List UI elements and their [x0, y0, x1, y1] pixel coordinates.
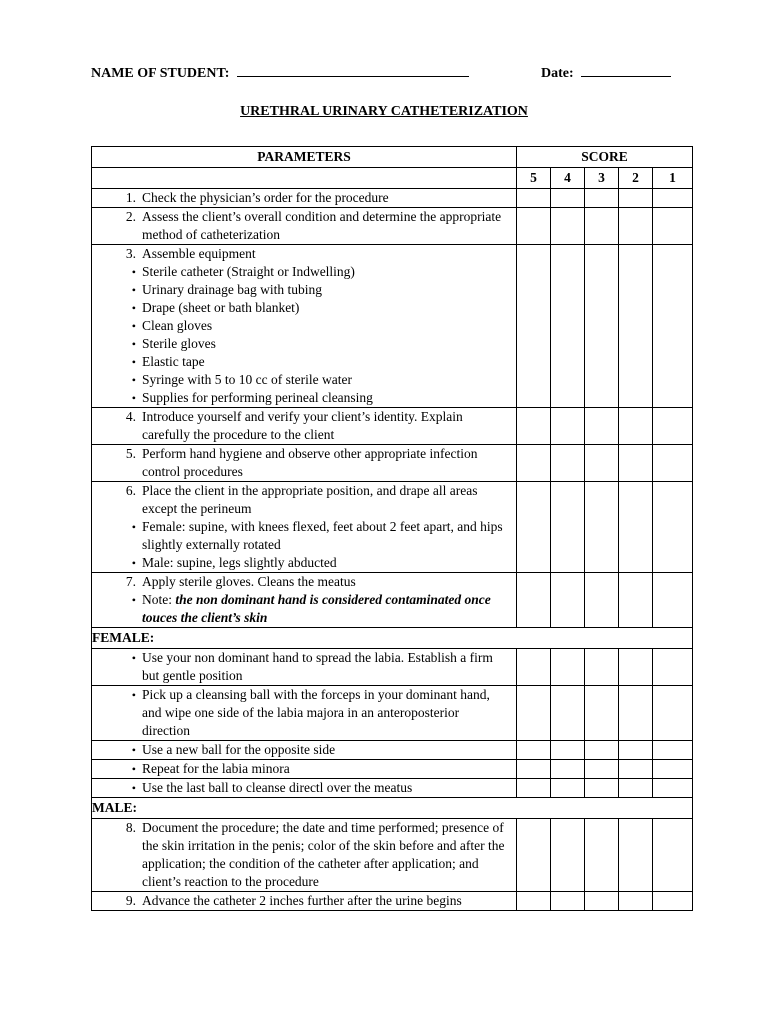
- score-cell-1[interactable]: [653, 649, 693, 686]
- step-text: [142, 649, 510, 685]
- bullet-marker: •: [131, 355, 136, 369]
- step-number: 2.: [125, 209, 136, 224]
- step-text-plain: Clean gloves: [142, 318, 213, 333]
- bullet-item: [92, 760, 516, 778]
- step-number: 9.: [125, 893, 136, 908]
- score-cell-3[interactable]: [585, 482, 619, 573]
- score-cell-2[interactable]: [619, 189, 653, 208]
- step-text: [142, 281, 510, 299]
- score-cell-3[interactable]: [585, 819, 619, 892]
- bullet-marker: •: [131, 651, 136, 665]
- score-cell-1[interactable]: [653, 741, 693, 760]
- student-name-line: [91, 62, 469, 82]
- score-cell-3[interactable]: [585, 779, 619, 798]
- step-text: [142, 335, 510, 353]
- score-cell-3[interactable]: [585, 741, 619, 760]
- bullet-marker: •: [131, 556, 136, 570]
- step-text: [142, 573, 510, 591]
- score-cell-4[interactable]: [551, 649, 585, 686]
- step-text-plain: Document the procedure; the date and time performed; presence of the skin irritation in the penis; color of the skin before and after the application; the condition of the catheter after application; and client’s reaction to the procedure: [142, 820, 505, 889]
- section-heading: FEMALE:: [92, 628, 693, 649]
- bullet-item: [92, 263, 516, 281]
- bullet-marker: •: [131, 301, 136, 315]
- step-text-plain: Elastic tape: [142, 354, 205, 369]
- bullet-marker: •: [131, 593, 136, 607]
- score-cell-3[interactable]: [585, 573, 619, 628]
- score-cell-3[interactable]: [585, 245, 619, 408]
- table-row: [92, 741, 693, 760]
- score-cell-4[interactable]: [551, 445, 585, 482]
- table-row: [92, 208, 693, 245]
- score-cell-5[interactable]: [517, 779, 551, 798]
- score-cell-2[interactable]: [619, 892, 653, 911]
- bullet-item: [92, 741, 516, 759]
- parameter-cell: [92, 741, 517, 760]
- bullet-item: [92, 686, 516, 740]
- bullet-item: [92, 389, 516, 407]
- step-text: [142, 371, 510, 389]
- bullet-marker: •: [131, 762, 136, 776]
- score-cell-5[interactable]: [517, 741, 551, 760]
- bullet-marker: •: [131, 520, 136, 534]
- step-text-plain: Repeat for the labia minora: [142, 761, 290, 776]
- bullet-item: [92, 779, 516, 797]
- score-cell-4[interactable]: [551, 245, 585, 408]
- parameter-cell: [92, 819, 517, 892]
- score-cell-2[interactable]: [619, 208, 653, 245]
- bullet-marker: •: [131, 319, 136, 333]
- score-cell-2[interactable]: [619, 649, 653, 686]
- parameter-cell: [92, 573, 517, 628]
- score-cell-1[interactable]: [653, 445, 693, 482]
- step-text-plain: Apply sterile gloves. Cleans the meatus: [142, 574, 356, 589]
- score-cell-5[interactable]: [517, 445, 551, 482]
- step-text-plain: Supplies for performing perineal cleansing: [142, 390, 373, 405]
- table-row: [92, 760, 693, 779]
- score-cell-5[interactable]: [517, 408, 551, 445]
- score-cell-2[interactable]: [619, 573, 653, 628]
- numbered-step: [92, 819, 516, 891]
- score-cell-4[interactable]: [551, 741, 585, 760]
- score-cell-4[interactable]: [551, 819, 585, 892]
- step-text: [142, 389, 510, 407]
- parameter-cell: [92, 245, 517, 408]
- score-cell-3[interactable]: [585, 408, 619, 445]
- bullet-item: [92, 299, 516, 317]
- score-cell-5[interactable]: [517, 245, 551, 408]
- step-text: [142, 819, 510, 891]
- score-column-2: 2: [619, 168, 653, 189]
- parameter-cell: [92, 408, 517, 445]
- score-cell-3[interactable]: [585, 686, 619, 741]
- parameter-cell: [92, 760, 517, 779]
- bullet-marker: •: [131, 265, 136, 279]
- score-cell-1[interactable]: [653, 686, 693, 741]
- bullet-item: [92, 554, 516, 572]
- step-text-plain: Urinary drainage bag with tubing: [142, 282, 322, 297]
- score-cell-5[interactable]: [517, 573, 551, 628]
- bullet-item: [92, 353, 516, 371]
- score-cell-3[interactable]: [585, 189, 619, 208]
- parameter-cell: [92, 208, 517, 245]
- step-text: [142, 245, 510, 263]
- bullet-item: [92, 518, 516, 554]
- step-text-plain: Sterile catheter (Straight or Indwelling): [142, 264, 355, 279]
- step-text-plain: Female: supine, with knees flexed, feet about 2 feet apart, and hips slightly externally rotated: [142, 519, 503, 552]
- step-text-plain: Introduce yourself and verify your client’s identity. Explain carefully the procedure to the client: [142, 409, 463, 442]
- table-row: [92, 819, 693, 892]
- bullet-marker: •: [131, 688, 136, 702]
- table-row: [92, 482, 693, 573]
- section-row: [92, 798, 693, 819]
- score-cell-3[interactable]: [585, 649, 619, 686]
- step-number: 6.: [125, 483, 136, 498]
- score-cell-1[interactable]: [653, 892, 693, 911]
- score-cell-2[interactable]: [619, 245, 653, 408]
- table-row: [92, 189, 693, 208]
- bullet-item: [92, 335, 516, 353]
- score-cell-1[interactable]: [653, 189, 693, 208]
- score-cell-1[interactable]: [653, 573, 693, 628]
- parameter-cell: [92, 779, 517, 798]
- bullet-marker: •: [131, 781, 136, 795]
- table-row: [92, 445, 693, 482]
- score-cell-4[interactable]: [551, 686, 585, 741]
- score-cell-4[interactable]: [551, 892, 585, 911]
- step-text: [142, 299, 510, 317]
- header-line: [91, 62, 691, 84]
- score-cell-2[interactable]: [619, 482, 653, 573]
- bullet-item: [92, 591, 516, 627]
- score-cell-5[interactable]: [517, 760, 551, 779]
- step-text: [142, 892, 510, 910]
- step-text: [142, 482, 510, 518]
- step-text-plain: Syringe with 5 to 10 cc of sterile water: [142, 372, 352, 387]
- parameter-cell: [92, 189, 517, 208]
- score-column-1: 1: [653, 168, 693, 189]
- score-header: SCORE: [517, 147, 693, 168]
- bullet-marker: •: [131, 743, 136, 757]
- numbered-step: [92, 208, 516, 244]
- numbered-step: [92, 892, 516, 910]
- section-row: [92, 628, 693, 649]
- score-cell-4[interactable]: [551, 779, 585, 798]
- bullet-marker: •: [131, 373, 136, 387]
- numbered-step: [92, 573, 516, 591]
- parameter-cell: [92, 649, 517, 686]
- score-cell-3[interactable]: [585, 445, 619, 482]
- score-cell-5[interactable]: [517, 686, 551, 741]
- step-text-plain: Male: supine, legs slightly abducted: [142, 555, 337, 570]
- table-row: [92, 686, 693, 741]
- step-text: [142, 554, 510, 572]
- score-cell-4[interactable]: [551, 760, 585, 779]
- score-column-4: 4: [551, 168, 585, 189]
- score-cell-1[interactable]: [653, 819, 693, 892]
- score-cell-2[interactable]: [619, 779, 653, 798]
- step-text: [142, 741, 510, 759]
- score-cell-3[interactable]: [585, 208, 619, 245]
- step-text: [142, 353, 510, 371]
- parameters-subheader: [92, 168, 517, 189]
- score-cell-3[interactable]: [585, 760, 619, 779]
- score-column-5: 5: [517, 168, 551, 189]
- score-cell-4[interactable]: [551, 208, 585, 245]
- score-cell-5[interactable]: [517, 482, 551, 573]
- numbered-step: [92, 408, 516, 444]
- bullet-item: [92, 317, 516, 335]
- step-text: [142, 686, 510, 740]
- date-line: [541, 62, 671, 82]
- step-text-plain: Use the last ball to cleanse directl over the meatus: [142, 780, 413, 795]
- bullet-marker: •: [131, 337, 136, 351]
- bullet-marker: •: [131, 283, 136, 297]
- bullet-item: [92, 371, 516, 389]
- step-text-plain: Assess the client’s overall condition and determine the appropriate method of catheterization: [142, 209, 502, 242]
- table-row: [92, 649, 693, 686]
- score-cell-4[interactable]: [551, 573, 585, 628]
- score-cell-5[interactable]: [517, 189, 551, 208]
- score-cell-1[interactable]: [653, 408, 693, 445]
- checklist-table: [91, 146, 693, 911]
- score-cell-5[interactable]: [517, 208, 551, 245]
- step-text: [142, 408, 510, 444]
- step-text-plain: Check the physician’s order for the procedure: [142, 190, 389, 205]
- score-cell-4[interactable]: [551, 482, 585, 573]
- score-cell-3[interactable]: [585, 892, 619, 911]
- step-text: [142, 760, 510, 778]
- bullet-item: [92, 281, 516, 299]
- step-text: [142, 518, 510, 554]
- section-heading: MALE:: [92, 798, 693, 819]
- step-number: 5.: [125, 446, 136, 461]
- score-cell-5[interactable]: [517, 649, 551, 686]
- score-cell-5[interactable]: [517, 892, 551, 911]
- student-name-field[interactable]: [237, 62, 469, 77]
- bullet-marker: •: [131, 391, 136, 405]
- step-text-plain: Drape (sheet or bath blanket): [142, 300, 300, 315]
- table-row: [92, 245, 693, 408]
- date-field[interactable]: [581, 62, 671, 77]
- parameter-cell: [92, 686, 517, 741]
- table-row: [92, 408, 693, 445]
- step-text: [142, 591, 510, 627]
- step-text-plain: Sterile gloves: [142, 336, 216, 351]
- step-text: [142, 189, 510, 207]
- score-cell-4[interactable]: [551, 189, 585, 208]
- step-text-plain: Pick up a cleansing ball with the forceps in your dominant hand, and wipe one side of the labia majora in an anteroposterior direction: [142, 687, 490, 738]
- score-cell-2[interactable]: [619, 408, 653, 445]
- step-number: 4.: [125, 409, 136, 424]
- step-text: [142, 208, 510, 244]
- score-cell-1[interactable]: [653, 245, 693, 408]
- date-label: Date:: [541, 66, 574, 81]
- score-cell-2[interactable]: [619, 686, 653, 741]
- numbered-step: [92, 245, 516, 263]
- step-text-plain: Note:: [142, 592, 176, 607]
- numbered-step: [92, 482, 516, 518]
- score-cell-1[interactable]: [653, 760, 693, 779]
- step-text-plain: Use your non dominant hand to spread the labia. Establish a firm but gentle position: [142, 650, 493, 683]
- bullet-item: [92, 649, 516, 685]
- score-column-3: 3: [585, 168, 619, 189]
- step-text-plain: Assemble equipment: [142, 246, 256, 261]
- score-cell-1[interactable]: [653, 482, 693, 573]
- step-text-plain: Use a new ball for the opposite side: [142, 742, 336, 757]
- score-cell-4[interactable]: [551, 408, 585, 445]
- parameter-cell: [92, 892, 517, 911]
- parameter-cell: [92, 482, 517, 573]
- step-number: 3.: [125, 246, 136, 261]
- step-text: [142, 445, 510, 481]
- step-text: [142, 779, 510, 797]
- step-text: [142, 317, 510, 335]
- numbered-step: [92, 189, 516, 207]
- step-text: [142, 263, 510, 281]
- parameter-cell: [92, 445, 517, 482]
- table-row: [92, 573, 693, 628]
- student-name-label: NAME OF STUDENT:: [91, 66, 230, 81]
- step-text-plain: Place the client in the appropriate position, and drape all areas except the perineum: [142, 483, 478, 516]
- score-cell-2[interactable]: [619, 819, 653, 892]
- step-text-plain: Advance the catheter 2 inches further after the urine begins: [142, 893, 462, 908]
- score-cell-2[interactable]: [619, 741, 653, 760]
- score-cell-5[interactable]: [517, 819, 551, 892]
- numbered-step: [92, 445, 516, 481]
- document-title: URETHRAL URINARY CATHETERIZATION: [240, 104, 528, 119]
- step-text-plain: Perform hand hygiene and observe other appropriate infection control procedures: [142, 446, 478, 479]
- table-row: [92, 892, 693, 911]
- score-cell-2[interactable]: [619, 445, 653, 482]
- score-cell-1[interactable]: [653, 208, 693, 245]
- step-text-emphasis: the non dominant hand is considered contaminated once touces the client’s skin: [142, 592, 491, 625]
- table-row: [92, 779, 693, 798]
- step-number: 8.: [125, 820, 136, 835]
- step-number: 7.: [125, 574, 136, 589]
- score-cell-2[interactable]: [619, 760, 653, 779]
- step-number: 1.: [125, 190, 136, 205]
- score-cell-1[interactable]: [653, 779, 693, 798]
- parameters-header: PARAMETERS: [92, 147, 517, 168]
